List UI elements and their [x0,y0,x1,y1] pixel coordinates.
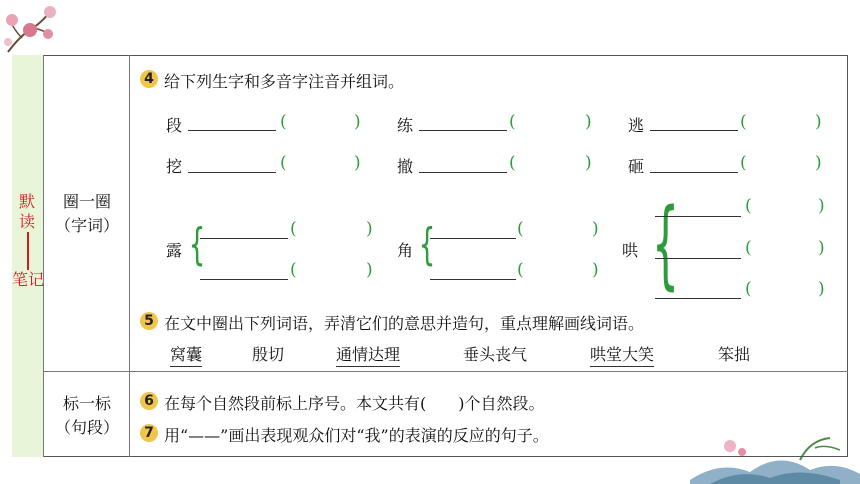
paren-open: ( [280,112,287,132]
q5-word: 殷切 [252,345,285,364]
pinyin-blank[interactable] [650,130,738,131]
plum-blossom-decoration [0,0,70,58]
question-number-5: 5 [140,312,158,330]
pinyin-blank[interactable] [650,172,738,173]
pinyin-blank[interactable] [200,279,288,280]
side-label-dash [12,232,44,270]
category-mark-sub: （句段） [54,418,119,437]
q5-word: 垂头丧气 [463,345,528,364]
paren-open: ( [280,153,287,173]
category-circle-title: 圈一圈 [62,192,111,211]
pinyin-blank[interactable] [419,172,507,173]
brace-icon: { [188,219,206,270]
row-divider [44,371,848,372]
question-number-4: 4 [140,70,158,88]
pinyin-blank[interactable] [430,279,516,280]
paren-open: ( [745,196,752,216]
question-number-6: 6 [140,392,158,410]
paren-close: ) [818,279,825,299]
paren-open: ( [740,112,747,132]
brace-icon: { [418,219,436,270]
q5-word: 笨拙 [718,345,751,364]
question-4-text: 给下列生字和多音字注音并组词。 [164,72,405,91]
paren-open: ( [745,238,752,258]
category-circle [44,190,130,238]
q4-poly-char: 角 [397,241,414,260]
paren-close: ) [592,260,599,280]
pinyin-blank[interactable] [419,130,507,131]
q4-poly-char: 露 [166,241,183,260]
paren-close: ) [815,153,822,173]
q5-word-underlined: 哄堂大笑 [590,342,654,367]
pinyin-blank[interactable] [655,298,741,299]
paren-open: ( [740,153,747,173]
side-label [12,192,44,290]
q4-char: 撤 [397,157,414,176]
paren-open: ( [517,260,524,280]
q4-char: 练 [397,116,414,135]
side-label-top: 默读 [18,192,37,231]
paren-open: ( [290,219,297,239]
paren-open: ( [745,279,752,299]
paren-close: ) [366,219,373,239]
pinyin-blank[interactable] [200,238,288,239]
category-mark-title: 标一标 [62,394,111,413]
paren-close: ) [815,112,822,132]
paren-close: ) [354,112,361,132]
question-6-text: 在每个自然段前标上序号。本文共有( )个自然段。 [164,394,545,413]
category-mark [44,392,130,440]
question-5-text: 在文中圈出下列词语，弄清它们的意思并造句，重点理解画线词语。 [164,314,645,333]
side-label-bottom: 笔记 [12,270,45,289]
paren-close: ) [818,196,825,216]
paren-open: ( [509,112,516,132]
brace-icon: { [651,188,680,300]
paren-open: ( [509,153,516,173]
q5-word-underlined: 窝囊 [170,342,202,367]
paren-close: ) [366,260,373,280]
question-7-text: 用“——”画出表现观众们对“我”的表演的反应的句子。 [164,426,549,445]
q5-word-underlined: 通情达理 [336,342,400,367]
paren-open: ( [517,219,524,239]
q4-char: 砸 [628,157,645,176]
paren-open: ( [290,260,297,280]
pinyin-blank[interactable] [655,216,741,217]
pinyin-blank[interactable] [430,238,516,239]
pinyin-blank[interactable] [655,258,741,259]
pinyin-blank[interactable] [188,172,276,173]
question-number-7: 7 [140,424,158,442]
category-circle-sub: （字词） [54,216,119,235]
paren-close: ) [354,153,361,173]
q4-poly-char: 哄 [622,241,639,260]
q4-char: 段 [166,116,183,135]
paren-close: ) [592,219,599,239]
q4-char: 逃 [628,116,645,135]
pinyin-blank[interactable] [188,130,276,131]
paren-close: ) [585,153,592,173]
paren-close: ) [818,238,825,258]
q4-char: 挖 [166,157,183,176]
paren-close: ) [585,112,592,132]
